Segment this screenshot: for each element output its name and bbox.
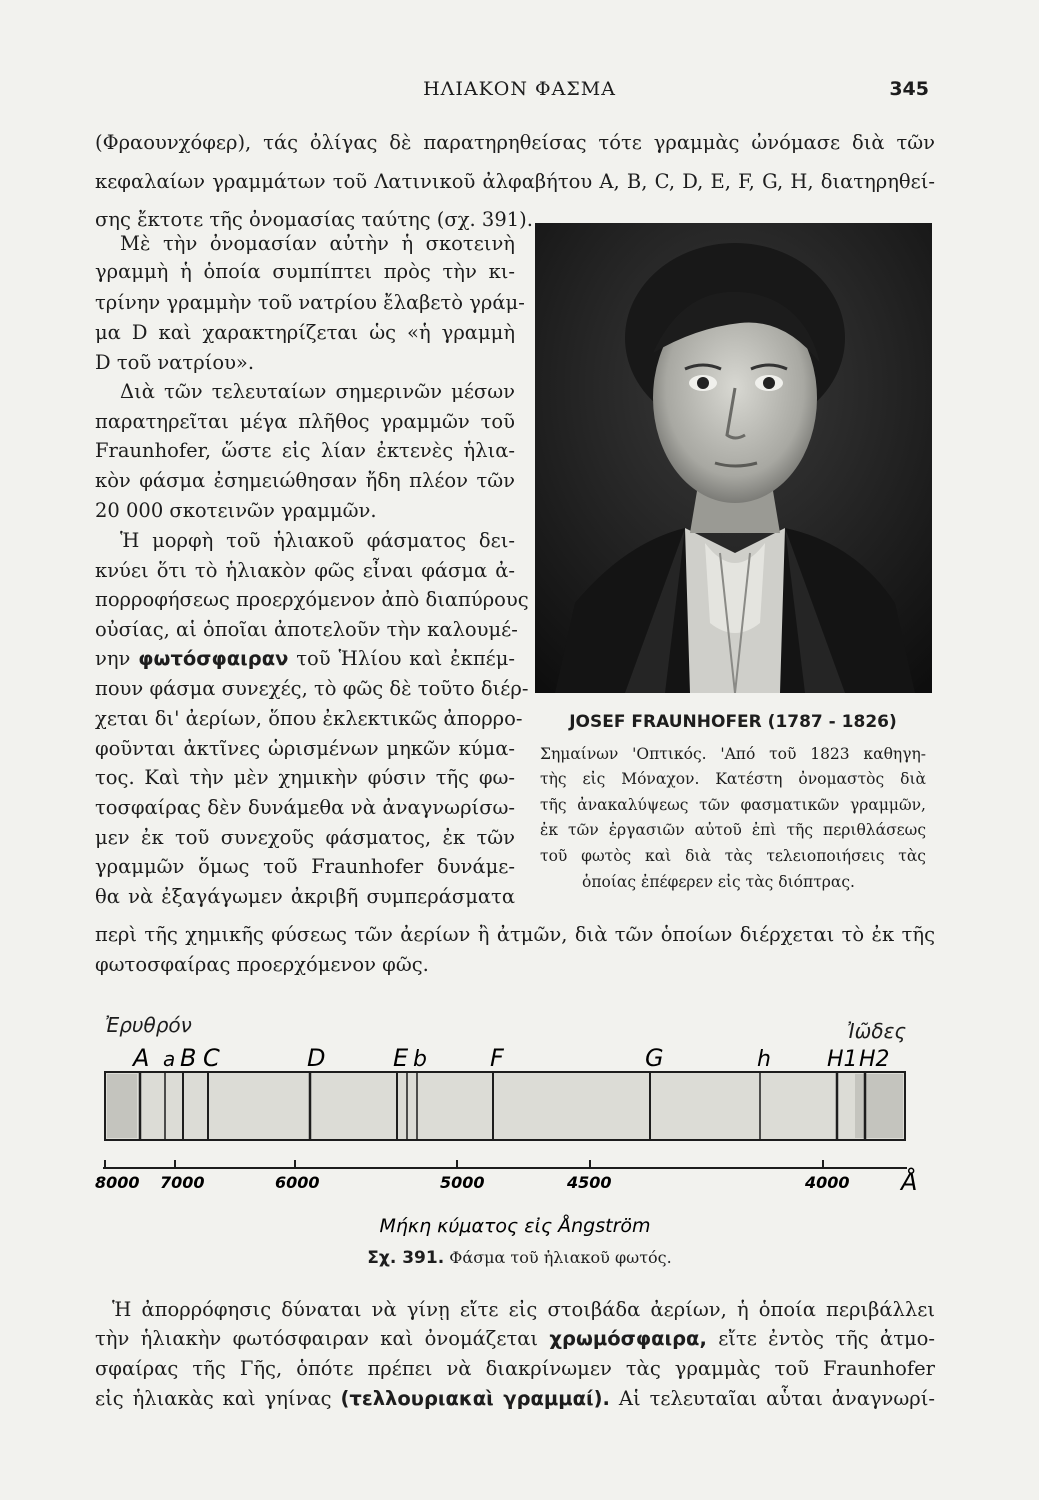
body-line: χεται δι' ἀερίων, ὅπου ἐκλεκτικῶς ἀπορρο- xyxy=(95,707,523,730)
portrait-caption-line: τῆς ἀνακαλύψεως τῶν φασματικῶν γραμμῶν, xyxy=(540,796,926,814)
body-line: σφαίρας τῆς Γῆς, ὁπότε πρέπει νὰ διακρίνωμεν τὰς γραμμὰς τοῦ Fraunhofer xyxy=(95,1357,935,1380)
line-letter: E xyxy=(393,1044,409,1072)
scale-label: 4000 xyxy=(805,1173,850,1192)
body-line xyxy=(95,1386,935,1412)
line-letter: b xyxy=(413,1047,427,1072)
text: τὴν ἡλιακὴν φωτόσφαιραν καὶ ὀνομάζεται xyxy=(95,1327,550,1350)
body-line: Διὰ τῶν τελευταίων σημερινῶν μέσων xyxy=(120,380,515,403)
violet-end-label: Ἰῶδες xyxy=(847,1019,907,1043)
red-end-label: Ἐρυθρόν xyxy=(105,1013,192,1037)
body-line: μα D καὶ χαρακτηρίζεται ὡς «ἡ γραμμὴ xyxy=(95,321,515,344)
page-number: 345 xyxy=(889,78,929,100)
body-line: φοῦνται ἀκτῖνες ὡρισμένων μηκῶν κύμα- xyxy=(95,737,515,760)
figure-number: Σχ. 391. xyxy=(367,1248,445,1268)
body-line: Ἡ μορφὴ τοῦ ἡλιακοῦ φάσματος δει- xyxy=(120,529,515,552)
body-line: πορροφήσεως προερχόμενον ἀπὸ διαπύρους xyxy=(95,588,529,611)
spectrum-shade xyxy=(855,1074,903,1138)
term-photosphere: φωτόσφαιραν xyxy=(138,647,289,670)
body-line xyxy=(95,1326,935,1352)
spectrum-bar xyxy=(105,1072,905,1140)
body-line: σης ἔκτοτε τῆς ὀνομασίας ταύτης (σχ. 391). xyxy=(95,208,533,231)
axis-title: Μήκη κύματος εἰς Ångström xyxy=(379,1215,651,1237)
text: εἰς ἡλιακὰς καὶ γηίνας xyxy=(95,1387,341,1410)
body-line: κὸν φάσμα ἐσημειώθησαν ἤδη πλέον τῶν xyxy=(95,469,515,492)
term-chromosphere: χρωμόσφαιρα, xyxy=(549,1327,707,1350)
body-line: περὶ τῆς χημικῆς φύσεως τῶν ἀερίων ἢ ἀτμῶν, διὰ τῶν ὁποίων διέρχεται τὸ ἐκ τῆς xyxy=(95,923,935,946)
body-line: γραμμὴ ἡ ὁποία συμπίπτει πρὸς τὴν κι- xyxy=(95,260,515,283)
body-line: φωτοσφαίρας προερχόμενον φῶς. xyxy=(95,953,429,976)
body-line: Μὲ τὴν ὀνομασίαν αὐτὴν ἡ σκοτεινὴ xyxy=(120,232,515,255)
portrait-caption-line: ἐκ τῶν ἐργασιῶν αὐτοῦ ἐπὶ τῆς περιθλάσεως xyxy=(540,821,926,839)
text: νην xyxy=(95,647,139,670)
figure-caption-text: Φάσμα τοῦ ἡλιακοῦ φωτός. xyxy=(449,1248,672,1267)
portrait-caption-line: ὁποίας ἐπέφερεν εἰς τὰς διόπτρας. xyxy=(582,873,855,891)
body-line: Fraunhofer, ὥστε εἰς λίαν ἐκτενὲς ἡλια- xyxy=(95,439,515,462)
running-header: ΗΛΙΑΚΟΝ ΦΑΣΜΑ xyxy=(423,78,616,100)
scale-label: 6000 xyxy=(275,1173,320,1192)
body-line: D τοῦ νατρίου». xyxy=(95,351,255,374)
line-letter: F xyxy=(490,1044,504,1072)
line-letter: C xyxy=(203,1044,220,1072)
spectrum-shade xyxy=(107,1074,137,1138)
body-line: οὐσίας, αἱ ὁποῖαι ἀποτελοῦν τὴν καλουμέ- xyxy=(95,618,518,641)
body-line: (Φραουνχόφερ), τάς ὀλίγας δὲ παρατηρηθείσας τότε γραμμὰς ὠνόμασε διὰ τῶν xyxy=(95,131,935,154)
scale-label: 7000 xyxy=(160,1173,205,1192)
body-line: γραμμῶν ὅμως τοῦ Fraunhofer δυνάμε- xyxy=(95,855,515,878)
scale-label: 8000 xyxy=(95,1173,140,1192)
angstrom-symbol: Å xyxy=(901,1168,918,1196)
line-letter: A xyxy=(133,1044,150,1072)
scale-label: 4500 xyxy=(567,1173,612,1192)
body-line xyxy=(95,646,515,672)
line-letter: B xyxy=(180,1044,197,1072)
body-line: τος. Καὶ τὴν μὲν χημικὴν φύσιν τῆς φω- xyxy=(95,766,515,789)
solar-spectrum-figure xyxy=(95,1000,935,1250)
body-line: τοσφαίρας δὲν δυνάμεθα νὰ ἀναγνωρίσω- xyxy=(95,796,515,819)
line-letter: D xyxy=(307,1044,326,1072)
body-line: μεν ἐκ τοῦ συνεχοῦς φάσματος, ἐκ τῶν xyxy=(95,826,515,849)
line-letter: H1 xyxy=(827,1047,858,1072)
body-line: κνύει ὅτι τὸ ἡλιακὸν φῶς εἶναι φάσμα ἀ- xyxy=(95,559,515,582)
body-line: πουν φάσμα συνεχές, τὸ φῶς δὲ τοῦτο διέρ- xyxy=(95,677,529,700)
body-line: κεφαλαίων γραμμάτων τοῦ Λατινικοῦ ἀλφαβήτου A, B, C, D, E, F, G, H, διατηρηθεί- xyxy=(95,170,935,193)
figure-caption xyxy=(0,1248,1039,1268)
portrait-caption-line: τὴς εἰς Μόναχον. Κατέστη ὀνομαστὸς διὰ xyxy=(540,770,926,788)
portrait-caption-line: τοῦ φωτὸς καὶ διὰ τὰς τελειοποιήσεις τὰς xyxy=(540,847,926,865)
portrait-illustration xyxy=(535,223,932,693)
body-line: Ἡ ἀπορρόφησις δύναται νὰ γίνῃ εἴτε εἰς στοιβάδα ἀερίων, ἡ ὁποία περιβάλλει xyxy=(112,1298,935,1321)
portrait-caption-line: Σημαίνων 'Οπτικός. 'Από τοῦ 1823 καθηγη- xyxy=(540,745,926,763)
term-telluric-lines: (τελλουριακαὶ γραμμαί). xyxy=(340,1387,610,1410)
fraunhofer-portrait xyxy=(535,223,932,693)
body-line: παρατηρεῖται μέγα πλῆθος γραμμῶν τοῦ xyxy=(95,410,515,433)
body-line: 20 000 σκοτεινῶν γραμμῶν. xyxy=(95,499,377,522)
text: εἴτε ἐντὸς τῆς ἀτμο- xyxy=(706,1327,935,1350)
body-line: θα νὰ ἐξαγάγωμεν ἀκριβῆ συμπεράσματα xyxy=(95,885,515,908)
line-letter: h xyxy=(757,1047,771,1072)
text: τοῦ Ἡλίου καὶ ἐκπέμ- xyxy=(288,647,515,670)
line-letter: a xyxy=(163,1047,176,1071)
line-letter: H2 xyxy=(859,1047,890,1072)
line-letter: G xyxy=(645,1044,664,1072)
text: Αἱ τελευταῖαι αὗται ἀναγνωρί- xyxy=(609,1387,935,1410)
scale-label: 5000 xyxy=(440,1173,485,1192)
portrait-name: JOSEF FRAUNHOFER (1787 - 1826) xyxy=(569,712,897,732)
body-line: τρίνην γραμμὴν τοῦ νατρίου ἔλαβετὸ γράμ- xyxy=(95,291,525,314)
